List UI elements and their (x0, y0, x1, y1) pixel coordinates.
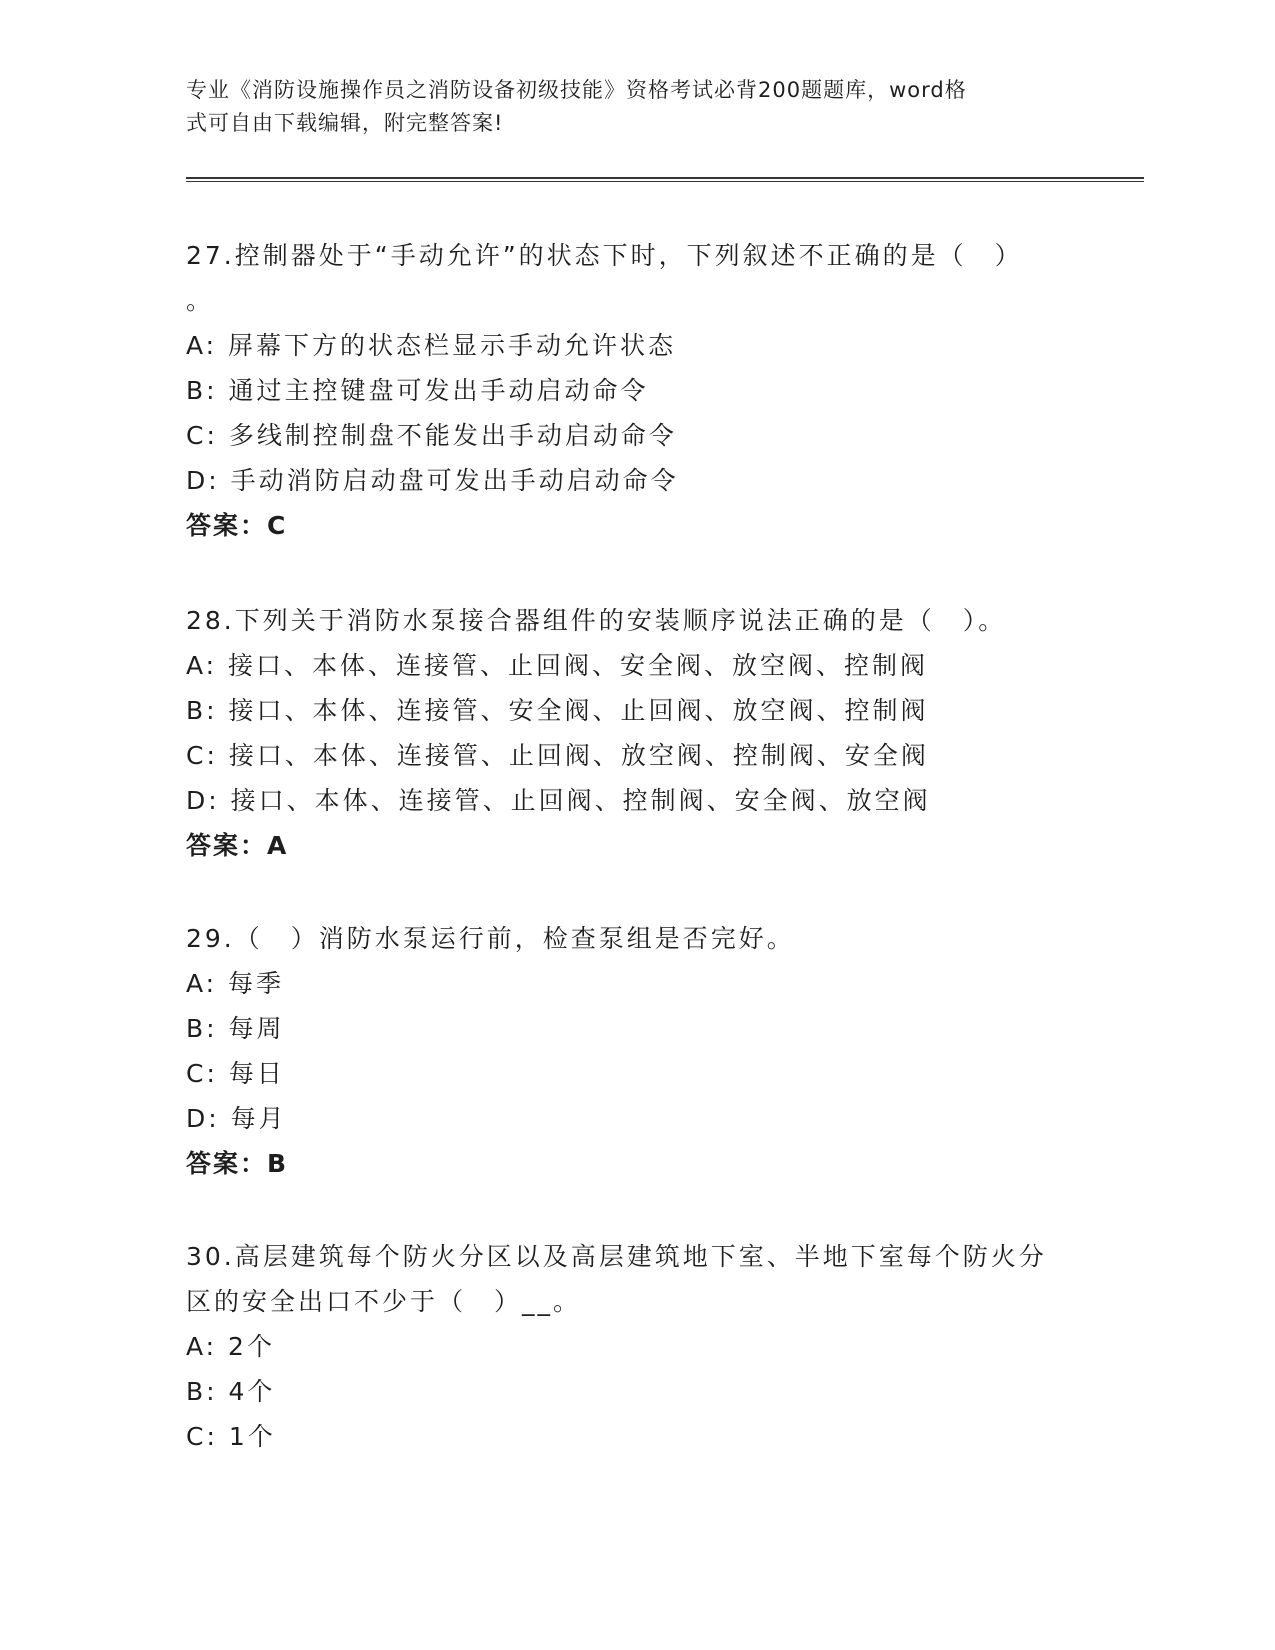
header-divider-thin (186, 181, 1144, 182)
option-a: A: 每季 (186, 969, 285, 998)
option-b: B: 接口、本体、连接管、安全阀、止回阀、放空阀、控制阀 (186, 696, 929, 725)
option-b: B: 通过主控键盘可发出手动启动命令 (186, 376, 649, 405)
question-29 (186, 916, 1086, 1186)
option-d: D: 手动消防启动盘可发出手动启动命令 (186, 466, 679, 495)
question-28 (186, 598, 1086, 868)
header-line-1: 专业《消防设施操作员之消防设备初级技能》资格考试必背200题题库，word格 (186, 78, 967, 102)
question-stem-line: 。 (186, 286, 215, 315)
option-a: A: 2个 (186, 1332, 275, 1361)
option-c: C: 1个 (186, 1422, 276, 1451)
option-c: C: 每日 (186, 1059, 285, 1088)
answer-label: 答案：C (186, 511, 288, 540)
question-stem-line: 27.控制器处于“手动允许”的状态下时，下列叙述不正确的是（ ） (186, 241, 1023, 270)
question-stem-line: 29.（ ）消防水泵运行前，检查泵组是否完好。 (186, 924, 795, 953)
question-27 (186, 233, 1086, 548)
answer-label: 答案：B (186, 1149, 289, 1178)
option-b: B: 每周 (186, 1014, 285, 1043)
question-30 (186, 1234, 1086, 1459)
option-d: D: 每月 (186, 1104, 287, 1133)
option-c: C: 接口、本体、连接管、止回阀、放空阀、控制阀、安全阀 (186, 741, 929, 770)
option-d: D: 接口、本体、连接管、止回阀、控制阀、安全阀、放空阀 (186, 786, 931, 815)
option-a: A: 接口、本体、连接管、止回阀、安全阀、放空阀、控制阀 (186, 651, 929, 680)
question-stem-line: 28.下列关于消防水泵接合器组件的安装顺序说法正确的是（ ）。 (186, 606, 1007, 635)
option-a: A: 屏幕下方的状态栏显示手动允许状态 (186, 331, 677, 360)
option-b: B: 4个 (186, 1377, 276, 1406)
document-header (186, 74, 1066, 140)
question-stem-line: 30.高层建筑每个防火分区以及高层建筑地下室、半地下室每个防火分 (186, 1242, 1047, 1271)
question-stem-line: 区的安全出口不少于（ ）__。 (186, 1287, 582, 1316)
header-divider-thick (186, 177, 1144, 179)
option-c: C: 多线制控制盘不能发出手动启动命令 (186, 421, 677, 450)
answer-label: 答案：A (186, 831, 289, 860)
header-line-2: 式可自由下载编辑，附完整答案! (186, 111, 504, 135)
